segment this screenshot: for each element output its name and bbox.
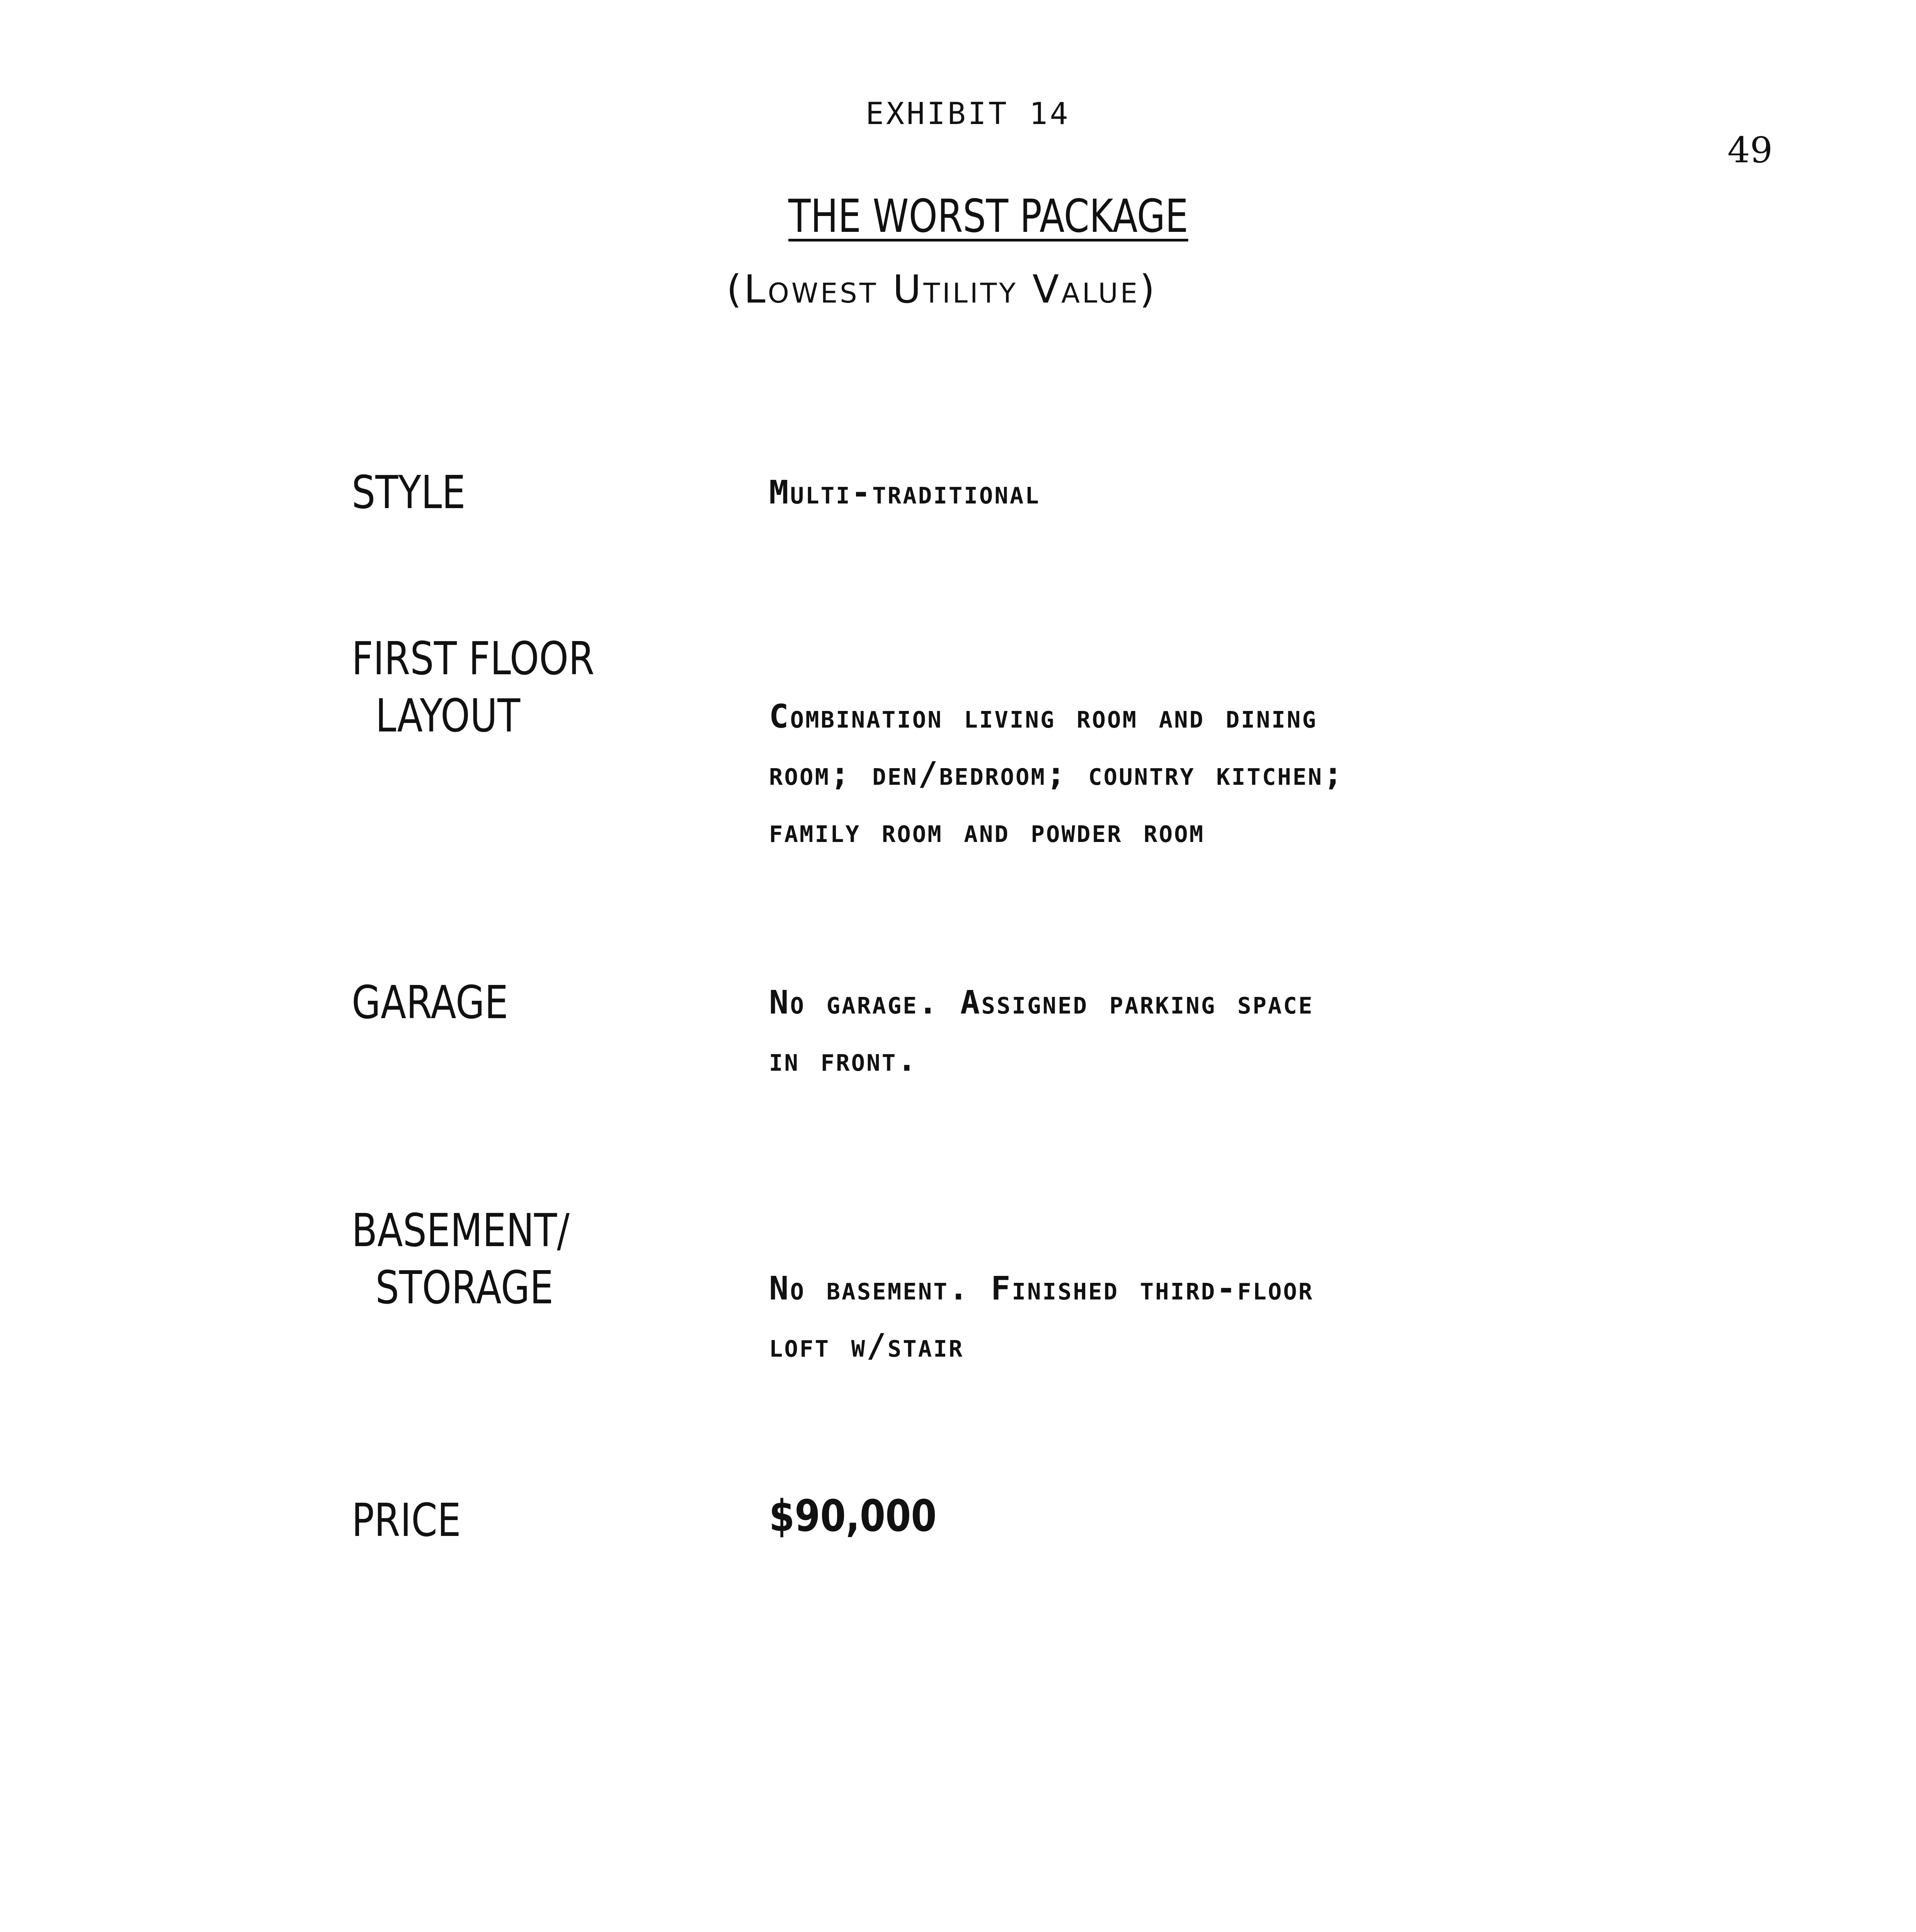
first-floor-layout-value: Combination living room and dining room; den/bedroom; country kitchen; family room and powder room (769, 697, 1344, 850)
basement-storage-label: BASEMENT/ STORAGE (352, 1204, 570, 1314)
page-subtitle: (Lowest Utility Value) (727, 267, 1157, 312)
price-label: PRICE (352, 1493, 461, 1547)
style-value: Multi-traditional (769, 473, 1040, 511)
exhibit-label: EXHIBIT 14 (866, 97, 1070, 131)
garage-label: GARAGE (352, 976, 509, 1029)
first-floor-layout-label: FIRST FLOOR LAYOUT (352, 632, 595, 742)
page-number: 49 (1727, 129, 1773, 171)
page-title: THE WORST PACKAGE (788, 189, 1188, 243)
style-label: STYLE (352, 466, 466, 519)
price-value: $90,000 (769, 1491, 937, 1541)
garage-value: No garage. Assigned parking space in front. (769, 983, 1314, 1078)
basement-storage-value: No basement. Finished third-floor loft w/stair (769, 1269, 1314, 1364)
